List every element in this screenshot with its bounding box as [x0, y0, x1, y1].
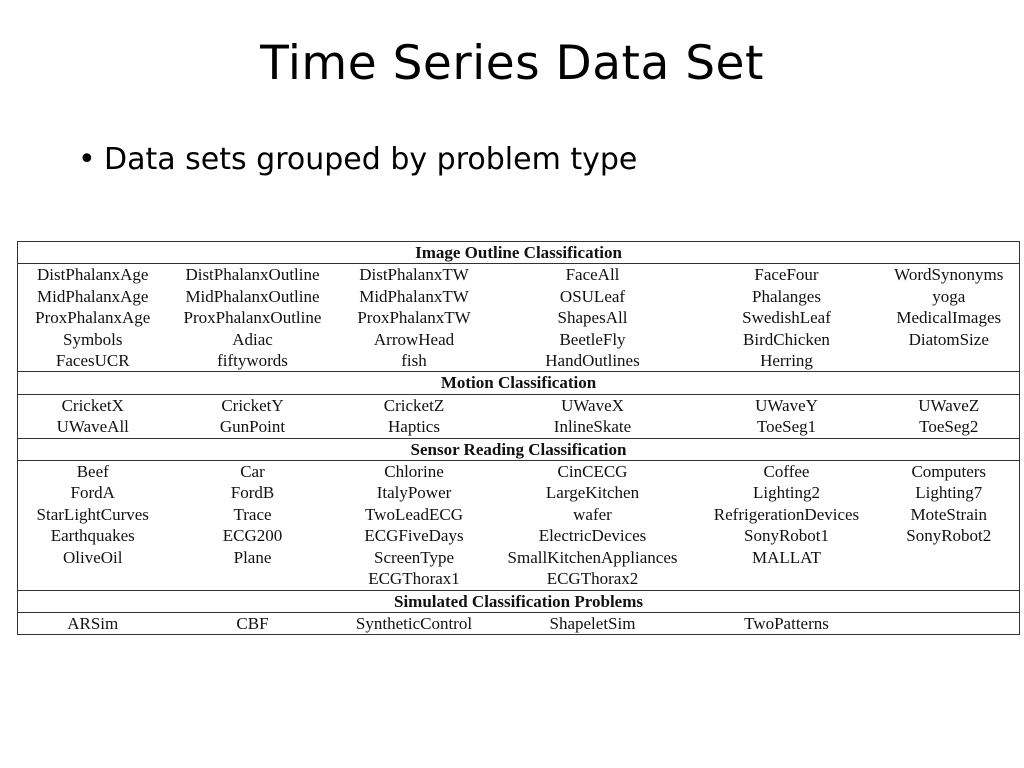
dataset-cell: ScreenType: [374, 547, 454, 567]
dataset-cell: Haptics: [388, 417, 440, 437]
dataset-cell: [18, 568, 168, 590]
dataset-cell: RefrigerationDevices: [713, 504, 860, 524]
dataset-cell: Adiac: [232, 329, 273, 349]
dataset-cell: FaceAll: [565, 265, 620, 285]
dataset-cell: ShapeletSim: [491, 612, 695, 634]
dataset-cell: Lighting2: [752, 483, 821, 503]
dataset-cell: MoteStrain: [879, 504, 1020, 525]
section-header-row: [18, 438, 1020, 460]
section-header: Motion Classification: [18, 372, 1020, 394]
dataset-cell: ARSim: [18, 612, 168, 634]
dataset-cell: [879, 350, 1020, 372]
dataset-table: [17, 241, 1020, 635]
dataset-cell: HandOutlines: [545, 351, 640, 371]
dataset-cell: yoga: [879, 286, 1020, 307]
dataset-cell: UWaveY: [755, 395, 818, 415]
dataset-cell: ElectricDevices: [538, 526, 647, 546]
bullet-dot-icon: •: [78, 142, 96, 177]
dataset-cell: SwedishLeaf: [742, 308, 831, 328]
dataset-cell: Lighting7: [879, 482, 1020, 503]
dataset-cell: fish: [401, 351, 427, 371]
dataset-cell: FordB: [230, 483, 275, 503]
dataset-cell: CricketY: [221, 395, 284, 415]
dataset-cell: ECGThorax2: [546, 569, 639, 589]
dataset-cell: ProxPhalanxAge: [18, 307, 168, 328]
dataset-cell: ProxPhalanxTW: [357, 308, 471, 328]
dataset-cell: InlineSkate: [553, 417, 632, 437]
dataset-cell: Plane: [233, 547, 272, 567]
dataset-cell: ArrowHead: [373, 329, 455, 349]
dataset-cell: DistPhalanxTW: [359, 265, 469, 285]
section-header: Simulated Classification Problems: [18, 590, 1020, 612]
dataset-cell: SonyRobot2: [879, 525, 1020, 546]
dataset-cell: FordA: [18, 482, 168, 503]
dataset-cell: [879, 612, 1020, 634]
section-header: Image Outline Classification: [18, 242, 1020, 264]
table-row: [18, 525, 1020, 546]
dataset-cell: Chlorine: [384, 462, 444, 482]
dataset-cell: DiatomSize: [879, 329, 1020, 350]
dataset-cell: GunPoint: [219, 417, 286, 437]
table-row: [18, 612, 1020, 634]
dataset-cell: ECG200: [222, 526, 283, 546]
dataset-cell: Trace: [233, 504, 272, 524]
table-row: [18, 482, 1020, 503]
table-row: [18, 286, 1020, 307]
dataset-cell: MALLAT: [752, 547, 821, 567]
dataset-cell: [879, 547, 1020, 568]
section-header: Sensor Reading Classification: [18, 438, 1020, 460]
table-row: [18, 394, 1020, 416]
dataset-cell: fiftywords: [217, 351, 288, 371]
dataset-cell: Car: [240, 462, 265, 482]
section-header-row: [18, 242, 1020, 264]
dataset-cell: ShapesAll: [557, 308, 628, 328]
dataset-cell: ProxPhalanxOutline: [183, 308, 322, 328]
dataset-cell: WordSynonyms: [879, 264, 1020, 286]
dataset-cell: CinCECG: [557, 462, 628, 482]
dataset-cell: SmallKitchenAppliances: [507, 547, 678, 567]
bullet-item: [78, 142, 637, 177]
dataset-cell: Coffee: [763, 462, 810, 482]
dataset-cell: wafer: [573, 504, 612, 524]
dataset-cell: Herring: [760, 351, 813, 371]
dataset-cell: UWaveX: [561, 395, 624, 415]
dataset-cell: CricketX: [18, 394, 168, 416]
dataset-cell: TwoLeadECG: [365, 504, 463, 524]
dataset-cell: FacesUCR: [18, 350, 168, 372]
dataset-cell: Symbols: [18, 329, 168, 350]
section-header-row: [18, 590, 1020, 612]
dataset-cell: ToeSeg2: [879, 416, 1020, 438]
dataset-cell: OliveOil: [18, 547, 168, 568]
dataset-cell: MidPhalanxAge: [18, 286, 168, 307]
table-row: [18, 568, 1020, 590]
table-row: [18, 461, 1020, 483]
table-row: [18, 307, 1020, 328]
dataset-cell: Phalanges: [752, 286, 821, 306]
dataset-cell: SyntheticControl: [338, 612, 491, 634]
dataset-cell: DistPhalanxOutline: [185, 265, 320, 285]
dataset-cell: UWaveZ: [879, 394, 1020, 416]
dataset-cell: LargeKitchen: [545, 483, 640, 503]
table-row: [18, 504, 1020, 525]
table-row: [18, 416, 1020, 438]
dataset-cell: Computers: [879, 461, 1020, 483]
dataset-cell: BirdChicken: [743, 329, 830, 349]
dataset-cell: BeetleFly: [559, 329, 626, 349]
dataset-cell: ECGThorax1: [368, 569, 460, 589]
table-row: [18, 350, 1020, 372]
section-header-row: [18, 372, 1020, 394]
table-row: [18, 329, 1020, 350]
dataset-cell: FaceFour: [754, 265, 819, 285]
dataset-cell: SonyRobot1: [743, 526, 830, 546]
dataset-cell: ToeSeg1: [756, 417, 817, 437]
slide-title: Time Series Data Set: [260, 36, 764, 91]
dataset-cell: DistPhalanxAge: [18, 264, 168, 286]
dataset-cell: Beef: [18, 461, 168, 483]
dataset-cell: OSULeaf: [559, 286, 626, 306]
bullet-text: Data sets grouped by problem type: [104, 142, 638, 177]
dataset-table-container: [17, 241, 1019, 635]
dataset-cell: CBF: [168, 612, 338, 634]
dataset-cell: Earthquakes: [18, 525, 168, 546]
dataset-cell: [168, 568, 338, 590]
table-row: [18, 264, 1020, 286]
dataset-cell: MidPhalanxOutline: [185, 286, 320, 306]
dataset-cell: StarLightCurves: [18, 504, 168, 525]
dataset-cell: [695, 568, 879, 590]
dataset-cell: ItalyPower: [376, 483, 452, 503]
dataset-cell: [879, 568, 1020, 590]
dataset-cell: CricketZ: [383, 395, 445, 415]
dataset-cell: MedicalImages: [879, 307, 1020, 328]
dataset-table-body: [18, 242, 1020, 635]
dataset-cell: ECGFiveDays: [364, 526, 464, 546]
dataset-cell: UWaveAll: [18, 416, 168, 438]
table-row: [18, 547, 1020, 568]
dataset-cell: MidPhalanxTW: [359, 286, 469, 306]
dataset-cell: TwoPatterns: [695, 612, 879, 634]
